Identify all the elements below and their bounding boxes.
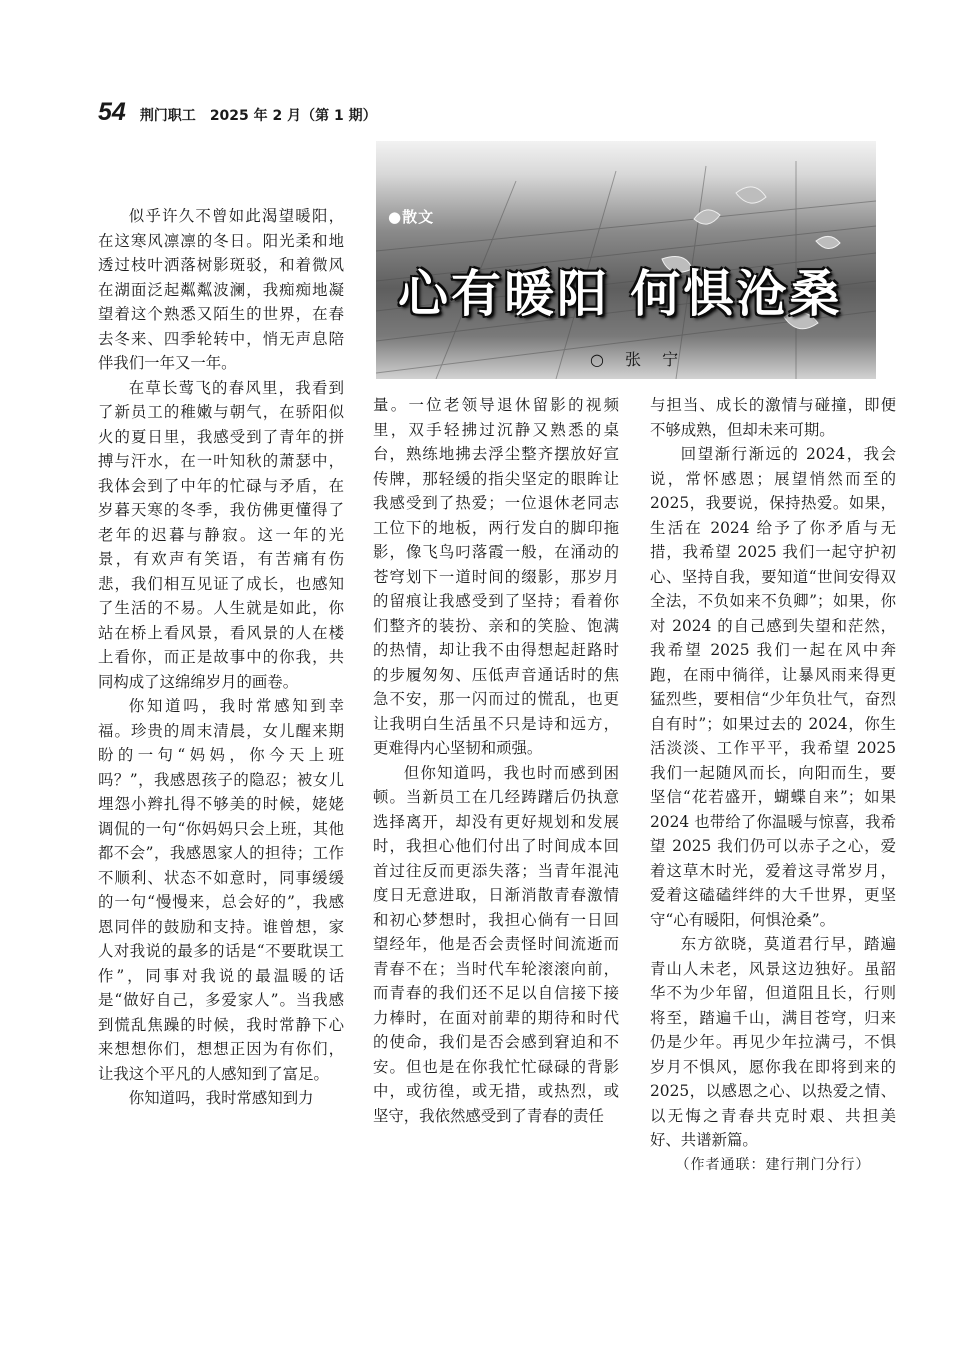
- paragraph-continued: 量。一位老领导退休留影的视频里，双手轻拂过沉静又熟悉的桌台，熟练地拂去浮尘整齐摆放好宣传牌，那轻缓的指尖坚定的眼眸让我感受到了热爱；一位退休老同志工位下的地板，两行发白的脚印拖影，像飞鸟叼落霞一般，在涌动的苍穹划下一道时间的缀影，那岁月的留痕让我感受到了坚持；看着你们整齐的装扮、亲和的笑脸、饱满的热情，却让我不由得想起赶路时的步履匆匆、压低声音通话时的焦急不安，那一闪而过的慌乱，也更让我明白生活虽不只是诗和远方，更难得内心坚韧和顽强。: [373, 396, 619, 757]
- article-title: 心有暖阳 何惧沧桑: [398, 265, 843, 323]
- magazine-name: 荆门职工: [139, 108, 196, 124]
- text-column-2: [373, 393, 619, 1128]
- text-column-1: [98, 204, 344, 1111]
- page-number: 54: [98, 98, 126, 126]
- page-header: [98, 98, 377, 128]
- author-contact-note: （作者通联：建行荆门分行）: [675, 1156, 871, 1173]
- paragraph: 似乎许久不曾如此渴望暖阳，在这寒风凛凛的冬日。阳光柔和地透过枝叶洒落树影斑驳，和着微风在湖面泛起粼粼波澜，我痴痴地凝望着这个熟悉又陌生的世界，在春去冬来、四季轮转中，悄无声息陪伴我们一年又一年。: [98, 207, 344, 372]
- article-category: ●散文: [388, 208, 435, 226]
- issue-info: 2025 年 2 月（第 1 期）: [209, 108, 377, 124]
- paragraph: 你知道吗，我时常感知到幸福。珍贵的周末清晨，女儿醒来期盼的一句“妈妈，你今天上班吗？”，我感恩孩子的隐忍；被女儿埋怨小辫扎得不够美的时候，姥姥调侃的一句“你妈妈只会上班，其他都不会”，我感恩家人的担待；工作不顺利、状态不如意时，同事缓缓的一句“慢慢来，总会好的”，我感恩同伴的鼓励和支持。谁曾想，家人对我说的最多的话是“不要耽误工作”，同事对我说的最温暖的话是“做好自己，多爱家人”。当我感到慌乱焦躁的时候，我时常静下心来想想你们，想想正因为有你们，让我这个平凡的人感知到了富足。: [98, 697, 344, 1083]
- paragraph: 东方欲晓，莫道君行早，踏遍青山人未老，风景这边独好。虽韶华不为少年留，但道阻且长，行则将至，踏遍千山，满目苍穹，归来仍是少年。再见少年拉满弓，不惧岁月不惧风，愿你我在即将到来的 2025，以感恩之心、以热爱之情、以无悔之青春共克时艰、共担美好、共谱新篇。: [650, 935, 896, 1149]
- paragraph: 但你知道吗，我也时而感到困顿。当新员工在几经踌躇后仍执意选择离开，却没有更好规划和发展时，我担心他们付出了时间成本回首过往反而更添失落；当青年混沌度日无意进取，日渐消散青春激情和初心梦想时，我担心倘有一日回望经年，他是否会责怪时间流逝而青春不在；当时代车轮滚滚向前，而青春的我们还不足以自信接下接力棒时，在面对前辈的期待和时代的使命，我们是否会感到窘迫和不安。但也是在你我忙忙碌碌的背影中，或彷徨，或无措，或热烈，或坚守，我依然感受到了青春的责任: [373, 763, 619, 1125]
- paragraph-continued: 与担当、成长的激情与碰撞，即便不够成熟，但却未来可期。: [650, 396, 896, 439]
- text-column-3: [650, 393, 896, 1177]
- paragraph: 你知道吗，我时常感知到力: [128, 1089, 314, 1107]
- article-author: ○ 张 宁: [590, 350, 687, 369]
- paragraph: 在草长莺飞的春风里，我看到了新员工的稚嫩与朝气，在骄阳似火的夏日里，我感受到了青年的拼搏与汗水，在一叶知秋的萧瑟中，我体会到了中年的忙碌与矛盾，在岁暮天寒的冬季，我仿佛更懂得了老年的迟暮与静寂。这一年的光景，有欢声有笑语，有苦痛有伤悲，我们相互见证了成长，也感知了生活的不易。人生就是如此，你站在桥上看风景，看风景的人在楼上看你，而正是故事中的你我，共同构成了这绵绵岁月的画卷。: [98, 378, 344, 691]
- paragraph: 回望渐行渐远的 2024，我会说，常怀感恩；展望悄然而至的 2025，我要说，保持热爱。如果，生活在 2024 给予了你矛盾与无措，我希望 2025 我们一起守护初心、坚持自我，要知道“世间安得双全法，不负如来不负卿”；如果，你对 2024 的自己感到失望和茫然，我希望 2025 我们一起在风中奔跑，在雨中徜徉，让暴风雨来得更猛烈些，要相信“少年负壮气，奋烈自有时”；如果过去的 2024，你生活淡淡、工作平平，我希望 2025 我们一起随风而长，向阳而生，要坚信“花若盛开，蝴蝶自来”；如果 2024 也带给了你温暖与惊喜，我希望 2025 我们仍可以赤子之心，爱着这草木时光，爱着这寻常岁月，爱着这磕磕绊绊的大千世界，更坚守“心有暖阳，何惧沧桑”。: [650, 445, 896, 929]
